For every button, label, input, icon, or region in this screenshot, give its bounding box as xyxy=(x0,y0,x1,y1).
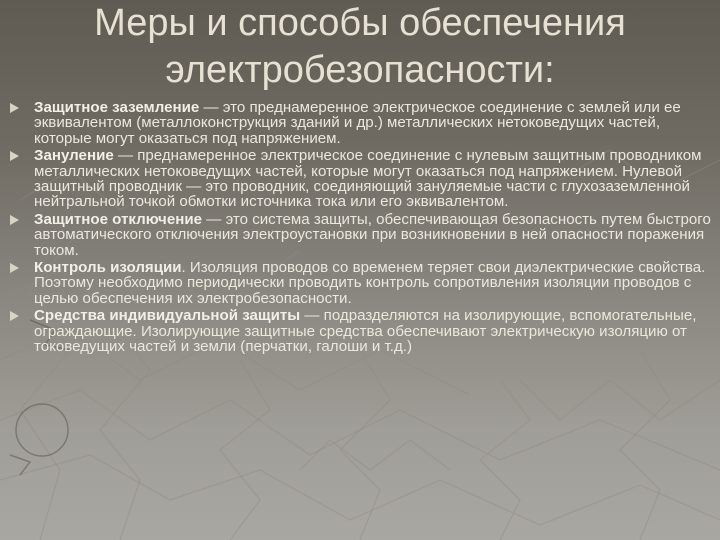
list-item-term: Зануление xyxy=(34,147,114,165)
triangle-bullet-icon xyxy=(10,103,19,113)
list-item-insulation-control xyxy=(10,260,715,306)
list-item-text: — преднамеренное электрическое соединение с нулевым защитным проводником металлических нетоковедущих частей, которые могут оказаться под напряжением. Нулевой защитный проводник — это проводник, соединяющий зануляемые части с глухозаземленной нейтральной точкой обмотки источника тока или его эквивалентом. xyxy=(34,147,702,211)
list-item-neutral-grounding xyxy=(10,148,715,210)
list-item-text: — это преднамеренное электрическое соединение с землей или ее эквивалентом (металлоконструкция зданий и др.) металлических нетоковедущих частей, которые могут оказаться под напряжением. xyxy=(34,99,681,147)
list-item-protective-shutdown xyxy=(10,212,715,258)
list-item-term: Контроль изоляции xyxy=(34,259,182,277)
list-item-text: . Изоляция проводов со временем теряет свои диэлектрические свойства. Поэтому необходимо периодически проводить контроль сопротивления изоляции проводов с целью обеспечения их электробезопасности. xyxy=(34,259,706,307)
list-item-text: — это система защиты, обеспечивающая безопасность путем быстрого автоматического отключения электроустановки при возникновении в ней опасности поражения током. xyxy=(34,210,711,259)
slide-title-line-2: электробезопасности: xyxy=(165,49,555,91)
list-item-personal-protection xyxy=(10,308,715,354)
slide-title xyxy=(0,0,720,94)
triangle-bullet-icon xyxy=(10,311,19,321)
slide-title-line-1: Меры и способы обеспечения xyxy=(94,2,626,44)
bullet-list xyxy=(10,100,715,355)
list-item-term: Защитное отключение xyxy=(34,210,203,228)
list-item-text: — подразделяются на изолирующие, вспомогательные, ограждающие. Изолирующие защитные средства обеспечивают электрическую изоляцию от токоведущих частей и земли (перчатки, галоши и т.д.) xyxy=(34,307,697,356)
triangle-bullet-icon xyxy=(10,151,19,161)
list-item-term: Защитное заземление xyxy=(34,99,200,116)
list-item-protective-grounding xyxy=(10,100,715,146)
triangle-bullet-icon xyxy=(10,263,19,273)
list-item-term: Средства индивидуальной защиты xyxy=(34,307,301,325)
triangle-bullet-icon xyxy=(10,215,19,225)
